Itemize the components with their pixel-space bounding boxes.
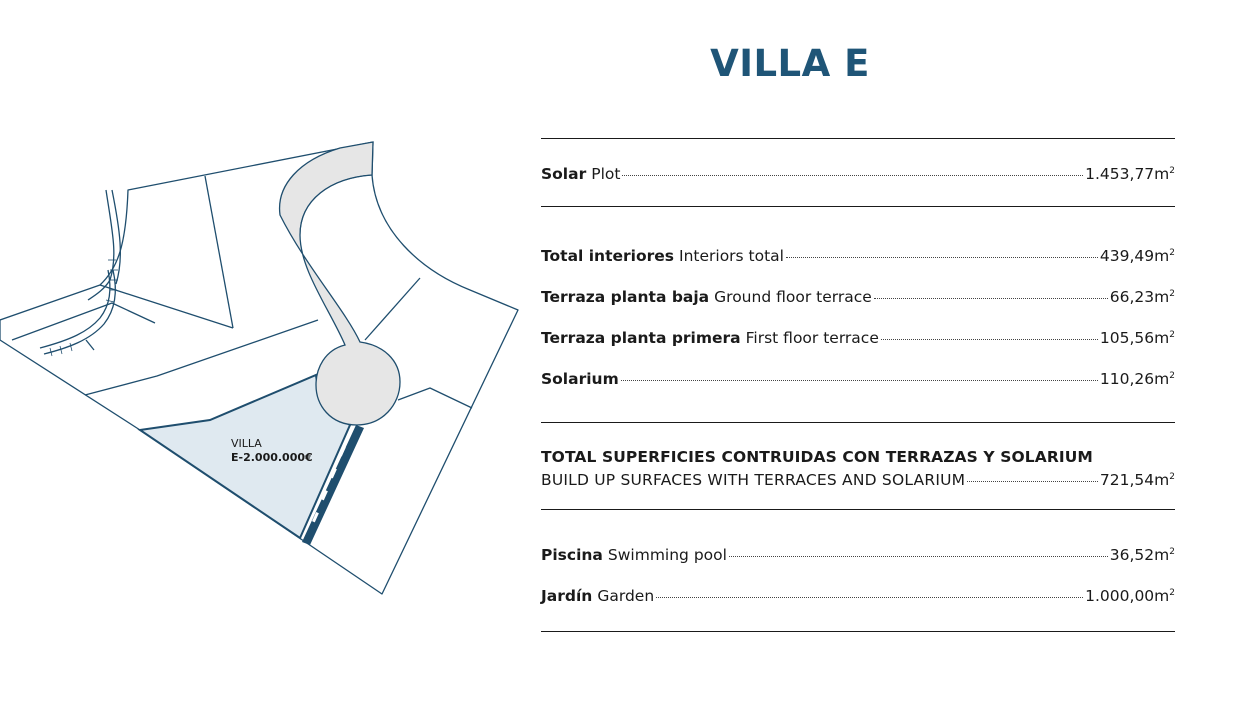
divider	[541, 206, 1175, 207]
row-jardin: Jardín Garden $1.000,00m^2$	[541, 587, 1175, 605]
building-outline	[86, 340, 94, 350]
row-terraza-primera: Terraza planta primera First floor terrace $105,56m^2$	[541, 329, 1175, 347]
row-total: BUILD UP SURFACES WITH TERRACES AND SOLARIUM $721,54m^2$	[541, 471, 1175, 489]
total-heading: TOTAL SUPERFICIES CONTRUIDAS CON TERRAZAS Y SOLARIUM	[541, 448, 1093, 466]
lot-label: VILLA	[231, 437, 262, 450]
site-plan-map	[0, 0, 530, 714]
row-solar: Solar Plot $1.453,77m^2$	[541, 165, 1175, 183]
lot-line	[398, 388, 472, 408]
plot-boundary	[0, 142, 518, 594]
building-outline	[40, 270, 110, 348]
lot-line	[85, 320, 318, 395]
divider	[541, 631, 1175, 632]
row-solarium: Solarium $110,26m^2$	[541, 370, 1175, 388]
building-outline	[44, 270, 115, 354]
row-interiores: Total interiores Interiors total $439,49m^2$	[541, 247, 1175, 265]
lot-line	[365, 278, 420, 340]
lot-price: E-2.000.000€	[231, 451, 313, 464]
divider	[541, 422, 1175, 423]
row-piscina: Piscina Swimming pool $36,52m^2$	[541, 546, 1175, 564]
page-title: VILLA E	[710, 42, 870, 85]
lot-line	[205, 176, 233, 328]
row-terraza-baja: Terraza planta baja Ground floor terrace $66,23m^2$	[541, 288, 1175, 306]
divider	[541, 138, 1175, 139]
divider	[541, 509, 1175, 510]
